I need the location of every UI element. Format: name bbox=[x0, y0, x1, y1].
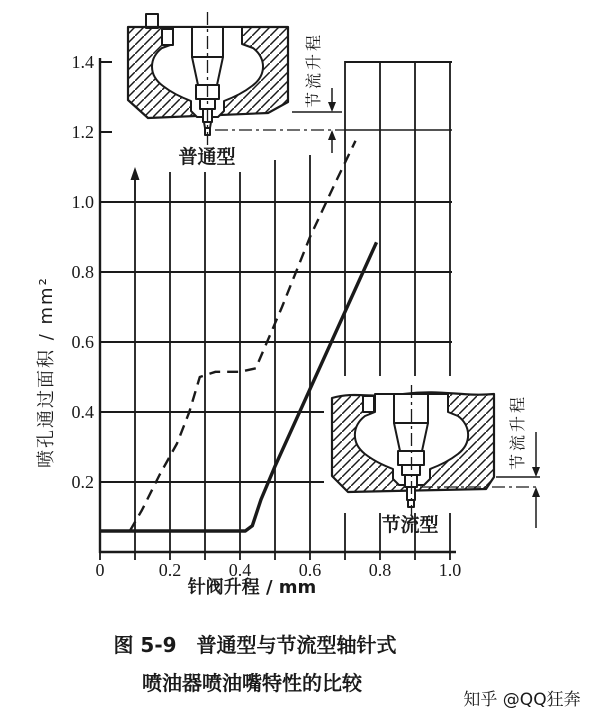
x-tick-label: 0.2 bbox=[158, 560, 182, 580]
notch bbox=[363, 396, 374, 412]
curve-normal-type bbox=[130, 141, 356, 531]
y-tick-label: 1.4 bbox=[71, 52, 94, 72]
x-axis-label: 针阀升程 / mm bbox=[187, 577, 317, 598]
throttle-type-inset bbox=[324, 376, 506, 536]
caption-line1: 图 5-9 普通型与节流型轴针式 bbox=[113, 633, 397, 657]
x-tick-label: 0.4 bbox=[228, 560, 252, 580]
y-tick-label: 1.0 bbox=[71, 192, 94, 212]
normal-inset-label: 普通型 bbox=[178, 146, 236, 168]
normal-dim-label: 节流升程 bbox=[304, 31, 323, 108]
y-tick-label: 0.2 bbox=[71, 472, 94, 492]
pointer-arrow-to-normal-inset bbox=[131, 167, 140, 200]
y-tick-label: 1.2 bbox=[71, 122, 94, 142]
throttle-dim-label: 节流升程 bbox=[508, 393, 527, 470]
normal-type-inset bbox=[116, 8, 300, 168]
throttle-inset-label: 节流型 bbox=[381, 514, 439, 536]
y-tick-label: 0.4 bbox=[71, 402, 94, 422]
x-tick-label: 0.8 bbox=[368, 560, 392, 580]
y-axis-label: 喷孔通过面积 / mm² bbox=[36, 276, 57, 468]
x-tick-label: 0.6 bbox=[298, 560, 322, 580]
x-tick-label: 0 bbox=[95, 560, 105, 580]
y-tick-label: 0.6 bbox=[71, 332, 94, 352]
caption-line2: 喷油器喷油嘴特性的比较 bbox=[142, 671, 362, 695]
watermark: 知乎 @QQ狂奔 bbox=[463, 690, 581, 710]
x-tick-label: 1.0 bbox=[438, 560, 462, 580]
notch bbox=[162, 29, 173, 45]
y-tick-label: 0.8 bbox=[71, 262, 94, 282]
